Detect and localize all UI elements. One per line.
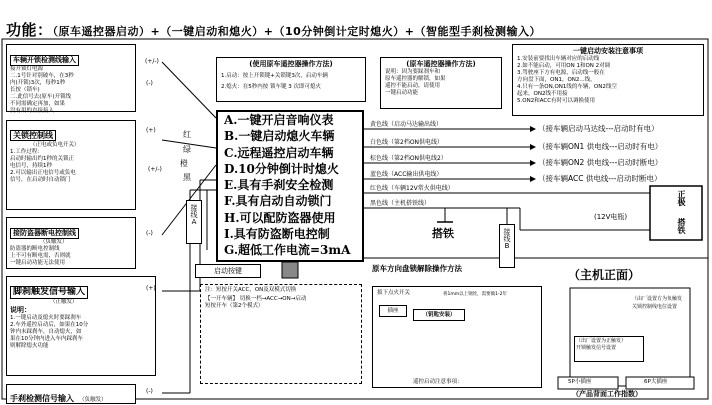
feature-item: D.10分钟倒计时熄火 — [224, 161, 339, 176]
install-notes-line: 5.ON2和ACC有时可以调换使用 — [517, 98, 596, 104]
interface-b-letter: B — [504, 242, 510, 250]
lock-control-title: 关锁控制线 — [10, 130, 56, 141]
lock-control-line: 信号，在启动时自动锁门 — [10, 177, 71, 183]
warning-line: 说明：因为要踩刹车和 — [385, 69, 441, 75]
main-unit-note1: （由厂设置方为负触发 — [632, 296, 683, 302]
feature-item: B.一键启动熄火车辆 — [224, 129, 335, 144]
antitheft-line: 一键启动功能无法使用 — [10, 260, 66, 266]
warning-title: (原车遥控器操作方法) — [406, 60, 476, 68]
antitheft-sub: （负触发） — [40, 239, 68, 245]
output-target-note: ---启动时断电） — [608, 174, 662, 183]
feature-item: C.远程遥控启动车辆 — [224, 145, 334, 160]
polarity-marker: (-) — [146, 230, 153, 237]
remote-op-box — [216, 57, 366, 102]
warning-line: 一键启动功能 — [385, 90, 419, 96]
steering-lock-socket — [379, 305, 407, 317]
steering-lock-foot: 遥控启动注意事项： — [413, 379, 463, 385]
steering-lock-pull: 拔下点火开关 — [377, 290, 411, 296]
mode-note-box — [200, 284, 362, 384]
antitheft-line: 上不可有断电需，否则就 — [10, 253, 71, 259]
start-button-label: 启动按键 — [214, 267, 242, 275]
mode-note-line: 短按开车（第2个模式） — [205, 303, 264, 309]
install-notes-title: 一键启动安装注意事项 — [573, 47, 643, 55]
antitheft-title: 接防盗器断电控制线 — [10, 228, 79, 239]
polarity-marker: (+/-) — [145, 58, 159, 65]
feature-list — [216, 110, 364, 262]
main-unit-note3: （出厂设置为正触发） — [576, 338, 627, 344]
output-target-text: （接车辆ON1 供电线 — [538, 142, 610, 151]
remote-op-line: 2.熄火：在5秒内按 锁车键 3 次即可熄火 — [221, 84, 321, 90]
foot-brake-line: 说明： — [10, 306, 31, 314]
mode-note-line: 【一开车辆】 切换一档→ACC→ON→启动 — [205, 296, 307, 302]
feature-item: H.可以配防盗器使用 — [224, 210, 336, 225]
install-notes-box — [512, 44, 704, 116]
unlock-detect-line: 接开锁灯电源 — [10, 66, 44, 72]
polarity-marker: (-) — [146, 388, 153, 395]
polarity-marker: (+) — [146, 285, 156, 292]
antitheft-box — [6, 217, 136, 269]
foot-brake-box — [6, 276, 156, 376]
unlock-detect-line: 不同需确定再加，如果 — [10, 101, 66, 107]
output-target-note: ---启动时断电） — [609, 158, 663, 167]
main-unit-note4: 开锁触发信号设置 — [576, 345, 617, 351]
title-part-1: （原车遥控器启动） — [52, 25, 151, 38]
lock-control-line: 电信号，持续1秒 — [10, 163, 52, 169]
steering-lock-key-label: （钥匙安装） — [422, 312, 456, 318]
main-unit-title: （主机正面） — [568, 268, 641, 282]
main-unit-socket-6p: 6P大插座 — [644, 379, 668, 385]
hand-brake-sub: （负触发） — [79, 397, 107, 403]
install-notes-line: 1.安装前要找出车辆对应的启动线 — [517, 56, 600, 62]
wire-color-green: 绿 — [183, 145, 191, 154]
main-unit-socket-5p: 5P小插座 — [568, 379, 592, 385]
interface-a-label: 接线 — [190, 204, 198, 218]
title-plus-2: + — [263, 25, 274, 38]
title-part-4: （智能型手刹检测输入） — [414, 25, 541, 38]
main-unit-trigger-setting — [574, 336, 644, 362]
hand-brake-box — [6, 384, 136, 404]
lock-control-line: 启动时输出约1秒的关锁正 — [10, 156, 75, 162]
main-unit-bottom: （产品背面工作指数） — [572, 390, 642, 398]
feature-item: E.具有手刹安全检测 — [224, 178, 334, 193]
lock-control-line: 2.可以输出正电信号或负电 — [10, 170, 76, 176]
output-wire-label: 棕色线（第2档ON供电线2） — [370, 155, 447, 162]
output-wire-label: 蓝色线（ACC输出供电线） — [370, 171, 443, 178]
output-target — [538, 174, 661, 183]
lock-control-box — [6, 120, 136, 210]
unlock-detect-title: 车辆开锁检测线输入 — [10, 55, 79, 66]
output-target-note: ---启动时有电） — [609, 142, 663, 151]
interface-a — [186, 200, 202, 244]
feature-item: A.一键开启音响仪表 — [224, 113, 334, 127]
install-notes-line: 2.如不能启动，可用ON 1和ON 2对调 — [517, 63, 611, 69]
steering-lock-demo — [372, 286, 542, 388]
polarity-marker: (-) — [146, 80, 153, 87]
warning-line: 遥控不能启动，请使用 — [385, 83, 441, 89]
steering-lock-key — [413, 309, 465, 321]
battery-positive: 正极 — [677, 190, 686, 206]
output-wire-label: 黄色线（启动马达输出线） — [370, 121, 443, 128]
hand-brake-title: 手刹检测信号输入 — [10, 394, 74, 403]
output-target-note: ---启动时有电） — [605, 124, 659, 133]
install-notes-line: 4.只有一条ON,ON1线的车辆，ON2线空 — [517, 84, 617, 90]
output-target — [538, 142, 662, 151]
unlock-detect-box — [6, 44, 136, 112]
wire-color-red: 红 — [183, 130, 191, 139]
interface-a-letter: A — [191, 218, 197, 226]
main-unit-note2: 关锁控制线电位设置 — [632, 304, 678, 310]
title-label: 功能： — [6, 21, 53, 39]
battery-negative: 搭铁 — [677, 218, 686, 234]
install-notes-line: 方向盘下面，ON1，ON2...线， — [517, 77, 596, 83]
feature-item: G.超低工作电流=3mA — [224, 243, 351, 258]
title-part-3: （10分钟倒计定时熄火） — [273, 25, 405, 38]
title-part-2: （一键启动和熄火） — [160, 25, 264, 38]
wire-color-black: 黑 — [183, 173, 191, 182]
foot-brake-line: 2.车外遥控启动后，如果在10分 — [10, 322, 89, 328]
feature-item: F.具有启动自动锁门 — [224, 194, 332, 209]
unlock-detect-line: 长按（锁车) — [10, 87, 40, 93]
unlock-detect-line: 没有用的直接接入 — [10, 108, 55, 114]
foot-brake-title: 脚刹触发信号输入 — [10, 286, 88, 299]
antitheft-line: 防盗器的断电控制线 — [10, 246, 60, 252]
interface-b — [499, 224, 515, 268]
polarity-marker: (+/-) — [148, 166, 162, 173]
unlock-detect-line: 二.1号针对别破车，在3秒 — [10, 73, 74, 79]
battery-voltage: (12V电瓶) — [594, 213, 628, 221]
output-wire-label: 红色线（车辆12V常火供电线） — [370, 185, 454, 192]
foot-brake-line: 钟内未踩刹车，自动熄火，如 — [10, 329, 82, 335]
unlock-detect-line: 二.此信号去(原车)开锁线 — [10, 94, 72, 100]
lock-control-line: 1.工作过程： — [10, 149, 43, 155]
page-title — [6, 19, 541, 40]
steering-lock-title: 原车方向盘锁解除操作方法 — [372, 264, 462, 273]
interface-b-label: 接线 — [503, 228, 511, 242]
foot-brake-line: 则解除熄火功能 — [10, 343, 49, 349]
title-plus-1: + — [150, 25, 161, 38]
unlock-detect-line: 内(开锁)3次，每秒1秒 — [10, 80, 66, 86]
steering-lock-socket-label: 插座 — [387, 308, 399, 314]
output-target — [538, 158, 662, 167]
steering-lock-note: 将1mm以上钢丝，需要做1-2年 — [443, 292, 507, 297]
foot-brake-line: 1.一键启动及熄火时要踩刹车 — [10, 315, 82, 321]
output-wire-label: 黑色线（主机搭铁线） — [370, 200, 431, 207]
output-target-text: （接车辆ACC 供电线 — [538, 174, 609, 183]
foot-brake-sub: （正触发） — [50, 299, 78, 305]
lock-control-sub: （正电或负电开关） — [30, 142, 80, 148]
wire-color-orange: 橙 — [180, 159, 188, 168]
feature-item: I.具有防盗断电控制 — [224, 227, 330, 242]
install-notes-line: 起来，ON2线不用接 — [517, 91, 568, 97]
mode-note-title: 注：短按开关ACC，ON及双模式切换 — [205, 287, 297, 293]
remote-op-line: 1.启动：按上开锁键+关锁键3次，启动车辆 — [221, 73, 328, 79]
install-notes-line: 3.驾驶座下方有电源，启动线一般在 — [517, 70, 605, 76]
output-target-text: （接车辆ON2 供电线 — [538, 158, 610, 167]
output-target-text: （接车辆启动马达线 — [538, 124, 606, 133]
output-wire-label: 白色线（第2档ON供电线） — [370, 139, 444, 146]
warning-line: 原车遥控器的解锁，如果 — [385, 76, 446, 82]
start-button-label-box[interactable] — [195, 264, 261, 278]
warning-box — [380, 57, 502, 109]
foot-brake-line: 果在10分钟内进入车内踩刹车 — [10, 336, 83, 342]
main-unit-panel — [550, 262, 702, 398]
output-target — [538, 124, 659, 133]
title-plus-3: + — [404, 25, 415, 38]
ground-label: 搭铁 — [432, 227, 454, 240]
polarity-marker: (+) — [146, 127, 156, 134]
remote-op-title: (使用原车遥控器操作方法) — [249, 60, 333, 68]
